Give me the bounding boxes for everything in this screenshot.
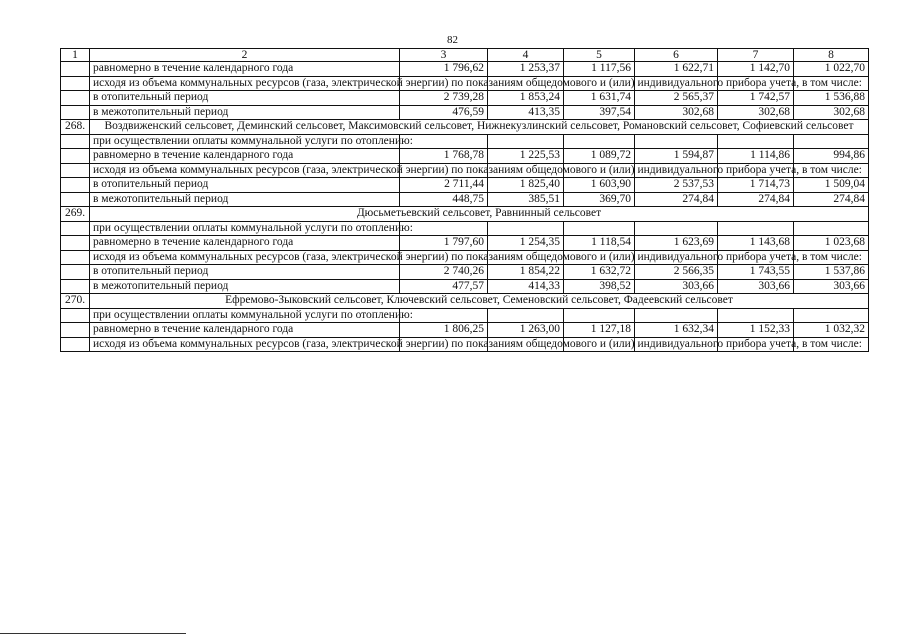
value-cell: 385,51	[488, 192, 564, 207]
value-cell: 1 536,88	[794, 91, 869, 106]
value-cell: 1 632,34	[635, 323, 718, 338]
value-cell	[564, 134, 635, 149]
table-row	[61, 134, 869, 149]
index-cell	[61, 323, 90, 338]
value-cell: 1 509,04	[794, 178, 869, 193]
value-cell: 303,66	[635, 279, 718, 294]
value-cell: 1 632,72	[564, 265, 635, 280]
section-index: 270.	[61, 294, 90, 309]
index-cell	[61, 62, 90, 77]
index-cell	[61, 149, 90, 164]
value-cell	[488, 308, 564, 323]
value-cell: 1 768,78	[400, 149, 488, 164]
row-label: равномерно в течение календарного года	[90, 236, 400, 251]
value-cell: 2 739,28	[400, 91, 488, 106]
column-header: 7	[718, 49, 794, 62]
value-cell: 1 254,35	[488, 236, 564, 251]
column-header: 3	[400, 49, 488, 62]
column-header: 1	[61, 49, 90, 62]
value-cell: 2 740,26	[400, 265, 488, 280]
value-cell: 302,68	[794, 105, 869, 120]
table-row	[61, 236, 869, 251]
table-row	[61, 323, 869, 338]
row-label: в межотопительный период	[90, 192, 400, 207]
value-cell: 994,86	[794, 149, 869, 164]
value-cell: 302,68	[718, 105, 794, 120]
value-cell: 1 631,74	[564, 91, 635, 106]
row-label: при осуществлении оплаты коммунальной услуги по отоплению:	[90, 134, 400, 149]
value-cell: 274,84	[635, 192, 718, 207]
value-cell: 1 594,87	[635, 149, 718, 164]
index-cell	[61, 250, 90, 265]
value-cell: 1 127,18	[564, 323, 635, 338]
column-header: 4	[488, 49, 564, 62]
section-index: 268.	[61, 120, 90, 135]
value-cell: 1 225,53	[488, 149, 564, 164]
municipality-name: Воздвиженский сельсовет, Деминский сельсовет, Максимовский сельсовет, Нижнекузлинский сельсовет, Романовский сельсовет, Софиевский сельсовет	[90, 120, 869, 135]
value-cell: 274,84	[718, 192, 794, 207]
value-cell: 1 622,71	[635, 62, 718, 77]
value-cell: 274,84	[794, 192, 869, 207]
value-cell: 1 118,54	[564, 236, 635, 251]
index-cell	[61, 91, 90, 106]
column-header: 8	[794, 49, 869, 62]
column-header: 6	[635, 49, 718, 62]
table-row	[61, 337, 869, 352]
index-cell	[61, 221, 90, 236]
value-cell	[794, 134, 869, 149]
header-row	[61, 49, 869, 62]
value-cell	[718, 134, 794, 149]
value-cell: 1 603,90	[564, 178, 635, 193]
table-row	[61, 178, 869, 193]
value-cell: 1 623,69	[635, 236, 718, 251]
value-cell	[718, 221, 794, 236]
index-cell	[61, 192, 90, 207]
value-cell	[564, 221, 635, 236]
value-cell: 1 117,56	[564, 62, 635, 77]
table-row	[61, 221, 869, 236]
row-label: равномерно в течение календарного года	[90, 62, 400, 77]
table-row	[61, 105, 869, 120]
value-cell: 303,66	[718, 279, 794, 294]
page-number: 82	[447, 34, 458, 46]
value-cell	[635, 308, 718, 323]
table-row	[61, 279, 869, 294]
index-cell	[61, 279, 90, 294]
value-cell: 302,68	[635, 105, 718, 120]
section-index: 269.	[61, 207, 90, 222]
value-cell: 1 023,68	[794, 236, 869, 251]
value-cell: 1 152,33	[718, 323, 794, 338]
value-cell: 413,35	[488, 105, 564, 120]
section-header-row	[61, 207, 869, 222]
value-cell: 303,66	[794, 279, 869, 294]
table-row	[61, 76, 869, 91]
value-cell: 1 142,70	[718, 62, 794, 77]
value-cell: 1 022,70	[794, 62, 869, 77]
index-cell	[61, 308, 90, 323]
value-cell: 1 253,37	[488, 62, 564, 77]
row-label: при осуществлении оплаты коммунальной услуги по отоплению:	[90, 221, 400, 236]
index-cell	[61, 76, 90, 91]
index-cell	[61, 337, 90, 352]
value-cell: 2 537,53	[635, 178, 718, 193]
value-cell: 1 089,72	[564, 149, 635, 164]
index-cell	[61, 134, 90, 149]
table-row	[61, 265, 869, 280]
value-cell: 1 714,73	[718, 178, 794, 193]
table-row	[61, 163, 869, 178]
row-label: исходя из объема коммунальных ресурсов (газа, электрической энергии) по показаниям общедомового и (или) индивидуального прибора учета, в том числе:	[90, 76, 400, 91]
index-cell	[61, 163, 90, 178]
index-cell	[61, 178, 90, 193]
table-row	[61, 62, 869, 77]
value-cell: 2 711,44	[400, 178, 488, 193]
row-label: исходя из объема коммунальных ресурсов (газа, электрической энергии) по показаниям общедомового и (или) индивидуального прибора учета, в том числе:	[90, 163, 400, 178]
value-cell	[488, 221, 564, 236]
tariff-table	[60, 48, 869, 352]
municipality-name: Дюсьметьевский сельсовет, Равнинный сельсовет	[90, 207, 869, 222]
section-header-row	[61, 294, 869, 309]
value-cell: 1 114,86	[718, 149, 794, 164]
row-label: в отопительный период	[90, 91, 400, 106]
row-label: в отопительный период	[90, 178, 400, 193]
row-label: в межотопительный период	[90, 105, 400, 120]
value-cell: 369,70	[564, 192, 635, 207]
footnote-rule	[0, 633, 186, 634]
row-label: исходя из объема коммунальных ресурсов (газа, электрической энергии) по показаниям общедомового и (или) индивидуального прибора учета, в том числе:	[90, 337, 400, 352]
value-cell	[718, 308, 794, 323]
section-header-row	[61, 120, 869, 135]
table-row	[61, 308, 869, 323]
value-cell: 1 854,22	[488, 265, 564, 280]
value-cell: 1 853,24	[488, 91, 564, 106]
index-cell	[61, 265, 90, 280]
value-cell: 397,54	[564, 105, 635, 120]
value-cell	[488, 134, 564, 149]
row-label: равномерно в течение календарного года	[90, 149, 400, 164]
row-label: в отопительный период	[90, 265, 400, 280]
row-label: при осуществлении оплаты коммунальной услуги по отоплению:	[90, 308, 400, 323]
value-cell: 1 797,60	[400, 236, 488, 251]
value-cell: 1 806,25	[400, 323, 488, 338]
value-cell: 1 537,86	[794, 265, 869, 280]
value-cell: 414,33	[488, 279, 564, 294]
column-header: 5	[564, 49, 635, 62]
value-cell: 1 032,32	[794, 323, 869, 338]
table-row	[61, 250, 869, 265]
value-cell: 1 143,68	[718, 236, 794, 251]
value-cell: 2 566,35	[635, 265, 718, 280]
row-label: равномерно в течение календарного года	[90, 323, 400, 338]
value-cell: 398,52	[564, 279, 635, 294]
row-label: в межотопительный период	[90, 279, 400, 294]
municipality-name: Ефремово-Зыковский сельсовет, Ключевский сельсовет, Семеновский сельсовет, Фадеевский сельсовет	[90, 294, 869, 309]
column-header: 2	[90, 49, 400, 62]
value-cell: 1 825,40	[488, 178, 564, 193]
value-cell: 476,59	[400, 105, 488, 120]
value-cell	[564, 308, 635, 323]
value-cell	[794, 221, 869, 236]
value-cell	[635, 134, 718, 149]
table-row	[61, 91, 869, 106]
value-cell: 477,57	[400, 279, 488, 294]
table-row	[61, 192, 869, 207]
row-label: исходя из объема коммунальных ресурсов (газа, электрической энергии) по показаниям общедомового и (или) индивидуального прибора учета, в том числе:	[90, 250, 400, 265]
value-cell: 448,75	[400, 192, 488, 207]
value-cell: 1 263,00	[488, 323, 564, 338]
value-cell	[635, 221, 718, 236]
value-cell: 1 742,57	[718, 91, 794, 106]
value-cell: 1 796,62	[400, 62, 488, 77]
value-cell: 2 565,37	[635, 91, 718, 106]
index-cell	[61, 236, 90, 251]
table-row	[61, 149, 869, 164]
value-cell: 1 743,55	[718, 265, 794, 280]
index-cell	[61, 105, 90, 120]
value-cell	[794, 308, 869, 323]
